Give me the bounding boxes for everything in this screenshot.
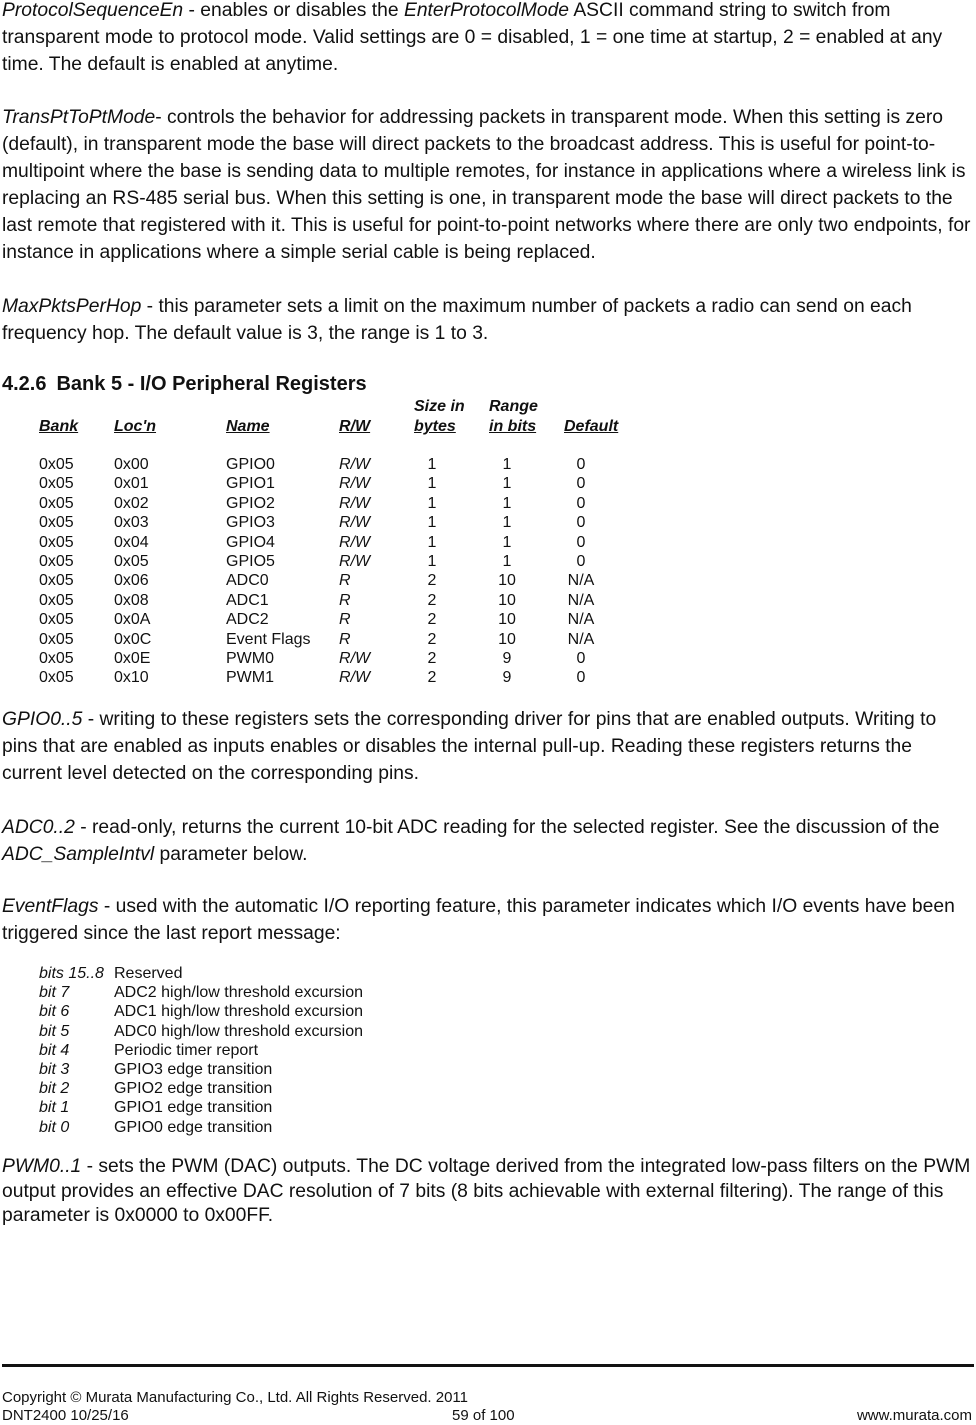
table-row: 0x05 0x0E PWM0 R/W 2 9 0 [39,650,586,667]
footer-doc-id: DNT2400 10/25/16 [2,1407,129,1424]
header-size: bytes [414,418,456,435]
section-title: Bank 5 - I/O Peripheral Registers [56,373,367,395]
paragraph-adc: ADC0..2 - read-only, returns the current 10-bit ADC reading for the selected register. See the discussion of the ADC_SampleIntvl parameter below. [2,817,940,865]
header-loc: Loc'n [114,418,157,435]
header-bank: Bank [39,418,79,435]
list-item: bit 7 ADC2 high/low threshold excursion [39,984,364,1002]
table-row: 0x05 0x02 GPIO2 R/W 1 1 0 [39,494,586,512]
header-range-top: Range [489,398,538,415]
paragraph-trans-pt-to-pt: TransPtToPtMode- controls the behavior for addressing packets in transparent mode. When this setting is zero (default), in transparent mode the base will direct packets to the broadcast address. This is useful for point-to-multipoint where the base is sending data to multiple remotes, for instance in applications where a wireless link is replacing an RS-485 serial bus. When this setting is one, in transparent mode the base will direct packets to the last remote that registered with it. This is useful for point-to-point networks where there are only two endpoints, for instance in applications where a simple serial cable is being replaced. [2,107,971,263]
table-row: 0x05 0x05 GPIO5 R/W 1 1 0 [39,553,586,570]
table-row: 0x05 0x10 PWM1 R/W 2 9 0 [39,669,586,687]
table-row: 0x05 0x03 GPIO3 R/W 1 1 0 [39,514,586,532]
term-trans-pt-to-pt: TransPtToPtMode [2,107,156,128]
paragraph-protocol-sequence: ProtocolSequenceEn - enables or disables the EnterProtocolMode ASCII command string to switch from transparent mode to protocol mode. Valid settings are 0 = disabled, 1 = one time at startup, 2 = enabled at any time. The default is enabled at anytime. [2,0,943,75]
section-number: 4.2.6 [2,373,47,395]
table-row: 0x05 0x0C Event Flags R 2 10 N/A [39,630,595,648]
list-item: bit 0 GPIO0 edge transition [39,1118,273,1136]
paragraph-max-pkts: MaxPktsPerHop - this parameter sets a limit on the maximum number of packets a radio can send on each frequency hop. The default value is 3, the range is 1 to 3. [2,296,912,344]
list-item: bit 1 GPIO1 edge transition [39,1099,273,1117]
header-name: Name [226,418,270,435]
header-size-top: Size in [414,398,465,415]
table-row: 0x05 0x01 GPIO1 R/W 1 1 0 [39,475,586,493]
table-row: 0x05 0x00 GPIO0 R/W 1 1 0 [39,456,586,473]
term-protocol-sequence: ProtocolSequenceEn [2,0,184,21]
term-gpio: GPIO0..5 [2,709,83,730]
table-row: 0x05 0x04 GPIO4 R/W 1 1 0 [39,533,586,551]
paragraph-gpio: GPIO0..5 - writing to these registers sets the corresponding driver for pins that are enabled outputs. Writing to pins that are enabled as inputs enables or disables the internal pull-up. Reading these registers returns the current level detected on the corresponding pins. [2,709,937,784]
footer-divider [2,1364,974,1367]
header-range: in bits [489,418,537,435]
header-rw: R/W [339,418,371,435]
section-heading [2,373,377,396]
table-row: 0x05 0x08 ADC1 R 2 10 N/A [39,591,595,609]
list-item: bit 6 ADC1 high/low threshold excursion [39,1003,364,1021]
paragraph-pwm: PWM0..1 - sets the PWM (DAC) outputs. The DC voltage derived from the integrated low-pass filters on the PWM output provides an effective DAC resolution of 7 bits (8 bits achievable with external filtering). The range of this parameter is 0x0000 to 0x00FF. [2,1156,971,1226]
term-enter-protocol-mode: EnterProtocolMode [403,0,570,21]
header-default: Default [564,418,619,435]
term-event-flags: EventFlags [2,896,99,917]
term-pwm: PWM0..1 [2,1156,82,1177]
list-item: bit 4 Periodic timer report [39,1041,259,1059]
term-adc: ADC0..2 [2,817,75,838]
footer-copyright: Copyright © Murata Manufacturing Co., Ltd. All Rights Reserved. 2011 [2,1389,469,1406]
table-row: 0x05 0x06 ADC0 R 2 10 N/A [39,572,595,590]
list-item: bit 5 ADC0 high/low threshold excursion [39,1022,364,1040]
paragraph-event-flags: EventFlags - used with the automatic I/O reporting feature, this parameter indicates which I/O events have been triggered since the last report message: [2,896,955,944]
term-max-pkts: MaxPktsPerHop [2,296,142,317]
list-item: bit 3 GPIO3 edge transition [39,1061,273,1078]
list-item: bits 15..8 Reserved [39,965,183,982]
list-item: bit 2 GPIO2 edge transition [39,1080,273,1098]
footer-page-number: 59 of 100 [452,1407,515,1424]
footer-url: www.murata.com [856,1407,972,1424]
table-row: 0x05 0x0A ADC2 R 2 10 N/A [39,611,595,629]
term-adc-sample-intvl: ADC_SampleIntvl [2,844,155,865]
